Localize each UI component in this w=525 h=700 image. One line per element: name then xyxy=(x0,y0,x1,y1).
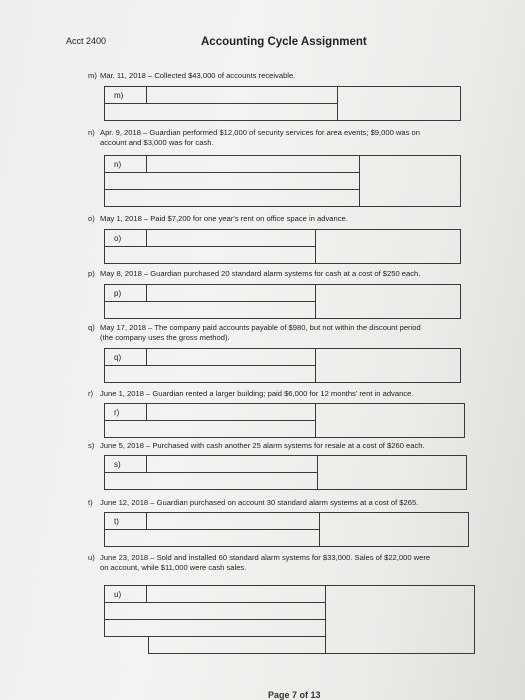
question-text: May 17, 2018 – The company paid accounts payable of $980, but not within the discount period xyxy=(100,323,421,332)
entry-label: u) xyxy=(114,590,122,599)
label-divider xyxy=(146,229,147,246)
entry-row[interactable] xyxy=(104,284,316,302)
entry-row[interactable] xyxy=(104,529,320,547)
amount-column[interactable] xyxy=(324,585,475,654)
amount-column[interactable] xyxy=(314,348,461,383)
entry-row[interactable] xyxy=(104,365,316,383)
label-divider xyxy=(146,348,147,365)
entry-row[interactable] xyxy=(104,472,318,490)
question-r xyxy=(88,389,413,399)
page-title: Accounting Cycle Assignment xyxy=(201,36,367,48)
entry-row[interactable] xyxy=(104,602,326,620)
amount-column[interactable] xyxy=(336,86,461,121)
amount-column[interactable] xyxy=(314,403,465,438)
label-divider xyxy=(146,284,147,301)
question-text: May 8, 2018 – Guardian purchased 20 standard alarm systems for cash at a cost of $250 each. xyxy=(100,269,421,278)
entry-label: s) xyxy=(114,460,121,469)
question-letter: o) xyxy=(88,214,95,223)
entry-label: r) xyxy=(114,408,120,417)
question-text: Apr. 9, 2018 – Guardian performed $12,000 of security services for area events; $9,000 was on xyxy=(100,128,420,137)
question-o xyxy=(88,214,348,224)
entry-row[interactable] xyxy=(104,348,316,366)
label-divider xyxy=(146,86,147,103)
question-letter: t) xyxy=(88,498,93,507)
entry-row[interactable] xyxy=(104,189,360,207)
entry-row[interactable] xyxy=(104,103,338,121)
entry-row[interactable] xyxy=(104,172,360,190)
amount-column[interactable] xyxy=(318,512,469,547)
entry-row[interactable] xyxy=(104,229,316,247)
question-text: June 12, 2018 – Guardian purchased on account 30 standard alarm systems at a cost of $265. xyxy=(100,498,419,507)
entry-row[interactable] xyxy=(104,619,326,637)
amount-column[interactable] xyxy=(358,155,461,207)
question-text: June 5, 2018 – Purchased with cash another 25 alarm systems for resale at a cost of $260 each. xyxy=(100,441,425,450)
entry-row[interactable] xyxy=(104,512,320,530)
question-s xyxy=(88,441,425,451)
question-t xyxy=(88,498,418,508)
entry-row[interactable] xyxy=(104,246,316,264)
question-letter: m) xyxy=(88,71,97,80)
label-divider xyxy=(146,455,147,472)
question-letter: u) xyxy=(88,553,95,562)
question-m xyxy=(88,71,295,81)
entry-row[interactable] xyxy=(104,301,316,319)
page-number: Page 7 of 13 xyxy=(268,690,321,700)
question-n xyxy=(88,128,420,147)
question-text-cont: (the company uses the gross method). xyxy=(100,332,230,342)
question-text-cont: account and $3,000 was for cash. xyxy=(100,137,214,147)
question-letter: s) xyxy=(88,441,95,450)
entry-row[interactable] xyxy=(104,155,360,173)
entry-row[interactable] xyxy=(104,403,316,421)
question-u xyxy=(88,553,430,572)
entry-label: t) xyxy=(114,517,119,526)
entry-label: n) xyxy=(114,160,122,169)
entry-label: p) xyxy=(114,289,122,298)
entry-row[interactable] xyxy=(104,420,316,438)
question-text: June 1, 2018 – Guardian rented a larger building; paid $6,000 for 12 months' rent in advance. xyxy=(100,389,414,398)
question-letter: n) xyxy=(88,128,95,137)
entry-label: q) xyxy=(114,353,122,362)
question-letter: p) xyxy=(88,269,95,278)
question-p xyxy=(88,269,420,279)
entry-row[interactable] xyxy=(104,86,338,104)
question-text: Mar. 11, 2018 – Collected $43,000 of accounts receivable. xyxy=(100,71,296,80)
amount-column[interactable] xyxy=(314,284,461,319)
entry-row[interactable] xyxy=(148,636,326,654)
label-divider xyxy=(146,403,147,420)
entry-label: o) xyxy=(114,234,122,243)
amount-column[interactable] xyxy=(316,455,467,490)
question-text-cont: on account, while $11,000 were cash sales. xyxy=(100,562,247,572)
question-text: June 23, 2018 – Sold and installed 60 standard alarm systems for $33,000. Sales of $22,000 were xyxy=(100,553,431,562)
question-letter: q) xyxy=(88,323,95,332)
entry-label: m) xyxy=(114,91,124,100)
label-divider xyxy=(146,512,147,529)
question-text: May 1, 2018 – Paid $7,200 for one year's rent on office space in advance. xyxy=(100,214,348,223)
course-code: Acct 2400 xyxy=(66,36,107,46)
label-divider xyxy=(146,585,147,602)
label-divider xyxy=(146,155,147,172)
question-letter: r) xyxy=(88,389,94,398)
question-q xyxy=(88,323,421,342)
amount-column[interactable] xyxy=(314,229,461,264)
entry-row[interactable] xyxy=(104,455,318,473)
entry-row[interactable] xyxy=(104,585,326,603)
